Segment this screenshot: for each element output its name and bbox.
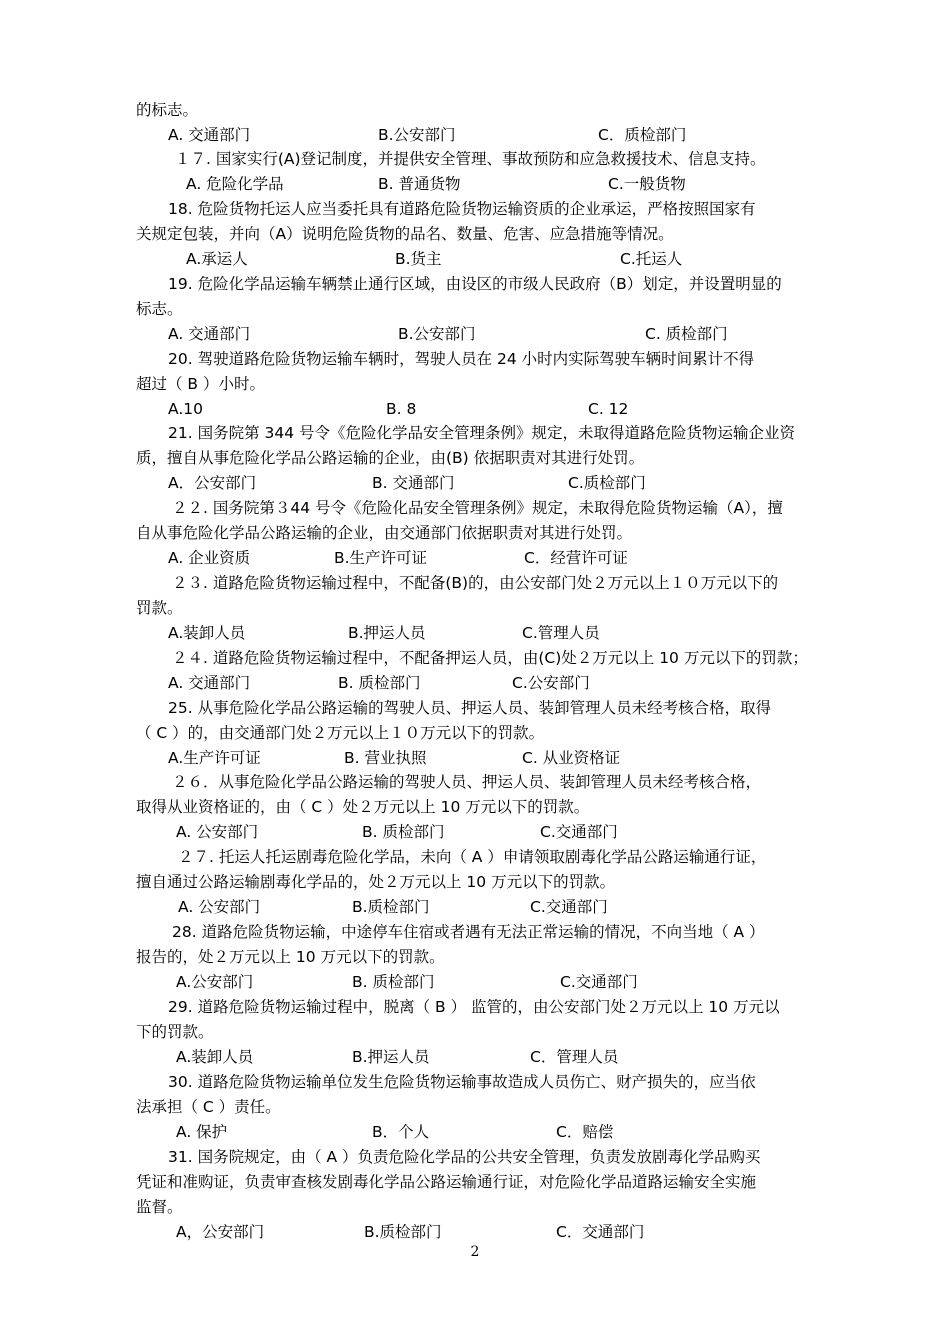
option-b: B.货主 xyxy=(395,250,442,268)
question-27: ２７. 托运人托运剧毒危险化学品，未向（ A ）申请领取剧毒化学品公路运输通行证， xyxy=(178,848,767,866)
question-18: 18. 危险货物托运人应当委托具有道路危险货物运输资质的企业承运，严格按照国家有 xyxy=(168,200,756,218)
question-26: ２６．从事危险化学品公路运输的驾驶人员、押运人员、装卸管理人员未经考核合格， xyxy=(172,773,762,791)
text-line: 下的罚款。 xyxy=(136,1023,214,1041)
option-c: C．交通部门 xyxy=(556,1223,645,1241)
question-22: ２２. 国务院第３44 号令《危险化品安全管理条例》规定，未取得危险货物运输（A），擅 xyxy=(172,499,783,517)
option-c: C. 从业资格证 xyxy=(522,749,621,767)
question-30: 30. 道路危险货物运输单位发生危险货物运输事故造成人员伤亡、财产损失的，应当依 xyxy=(168,1073,756,1091)
text-line: 监督。 xyxy=(136,1198,183,1216)
option-b: B.质检部门 xyxy=(364,1223,442,1241)
option-a: A.生产许可证 xyxy=(168,749,261,767)
text-line: 质，擅自从事危险化学品公路运输的企业，由(B) 依据职责对其进行处罚。 xyxy=(136,449,645,467)
option-c: C.一般货物 xyxy=(608,175,686,193)
option-a: A. 企业资质 xyxy=(168,549,251,567)
option-a: A.装卸人员 xyxy=(168,624,246,642)
text-line: 擅自通过公路运输剧毒化学品的，处２万元以上 10 万元以下的罚款。 xyxy=(136,873,616,891)
option-c: C.公安部门 xyxy=(512,674,590,692)
option-a: A．公安部门 xyxy=(168,474,257,492)
option-c: C.交通部门 xyxy=(560,973,638,991)
text-line: 罚款。 xyxy=(136,599,183,617)
option-c: C.质检部门 xyxy=(568,474,646,492)
text-line: 法承担（ C ）责任。 xyxy=(136,1098,281,1116)
option-a: A. 公安部门 xyxy=(176,823,259,841)
option-c: C．管理人员 xyxy=(530,1048,619,1066)
question-24: ２４. 道路危险货物运输过程中，不配备押运人员，由(C)处２万元以上 10 万元以下的罚款； xyxy=(172,649,808,667)
option-c: C.交通部门 xyxy=(530,898,608,916)
option-c: C．质检部门 xyxy=(598,126,687,144)
option-a: A. 交通部门 xyxy=(168,325,251,343)
text-line: 关规定包装，并向（A）说明危险货物的品名、数量、危害、应急措施等情况。 xyxy=(136,225,674,243)
option-a: A.装卸人员 xyxy=(176,1048,254,1066)
text-line: 的标志。 xyxy=(136,101,199,119)
question-21: 21. 国务院第 344 号令《危险化学品安全管理条例》规定，未取得道路危险货物运输企业资 xyxy=(168,424,796,442)
option-a: A.10 xyxy=(168,400,203,418)
option-b: B. 营业执照 xyxy=(344,749,427,767)
option-a: A. 交通部门 xyxy=(168,674,251,692)
option-b: B.押运人员 xyxy=(348,624,426,642)
option-c: C.管理人员 xyxy=(522,624,600,642)
option-b: B.押运人员 xyxy=(352,1048,430,1066)
page-number: 2 xyxy=(470,1244,480,1260)
option-b: B. 普通货物 xyxy=(378,175,461,193)
option-b: B. 8 xyxy=(386,400,417,418)
question-28: 28. 道路危险货物运输，中途停车住宿或者遇有无法正常运输的情况，不向当地（ A ） xyxy=(172,923,765,941)
option-a: A. 交通部门 xyxy=(168,126,251,144)
option-c: C. 12 xyxy=(588,400,629,418)
option-c: C.托运人 xyxy=(620,250,683,268)
option-b: B. 质检部门 xyxy=(362,823,445,841)
option-b: B. 质检部门 xyxy=(352,973,435,991)
option-b: B．个人 xyxy=(372,1123,430,1141)
option-b: B. 质检部门 xyxy=(338,674,421,692)
option-c: C.交通部门 xyxy=(540,823,618,841)
option-b: B. 交通部门 xyxy=(372,474,455,492)
option-b: B.生产许可证 xyxy=(334,549,428,567)
option-b: B.质检部门 xyxy=(352,898,430,916)
option-a: A. 保护 xyxy=(176,1123,228,1141)
option-a: A.承运人 xyxy=(186,250,248,268)
option-a: A.公安部门 xyxy=(176,973,254,991)
option-a: A. 公安部门 xyxy=(178,898,261,916)
text-line: 凭证和准购证，负责审查核发剧毒化学品公路运输通行证，对危险化学品道路运输安全实施 xyxy=(136,1173,757,1191)
option-c: C. 质检部门 xyxy=(645,325,728,343)
option-c: C．经营许可证 xyxy=(524,549,628,567)
option-b: B.公安部门 xyxy=(378,126,456,144)
option-a: A. 危险化学品 xyxy=(186,175,284,193)
question-17: １７. 国家实行(A)登记制度，并提供安全管理、事故预防和应急救援技术、信息支持。 xyxy=(175,150,766,168)
option-b: B.公安部门 xyxy=(398,325,476,343)
question-23: ２３. 道路危险货物运输过程中，不配备(B)的，由公安部门处２万元以上１０万元以下的 xyxy=(172,574,779,592)
question-19: 19. 危险化学品运输车辆禁止通行区域，由设区的市级人民政府（B）划定，并设置明显的 xyxy=(168,275,782,293)
option-a: A，公安部门 xyxy=(176,1223,265,1241)
option-c: C．赔偿 xyxy=(556,1123,614,1141)
text-line: 取得从业资格证的，由（ C ）处２万元以上 10 万元以下的罚款。 xyxy=(136,798,590,816)
text-line: 超过（ B ）小时。 xyxy=(136,375,265,393)
text-line: （ C ）的，由交通部门处２万元以上１０万元以下的罚款。 xyxy=(136,724,545,742)
question-31: 31. 国务院规定，由（ A ）负责危险化学品的公共安全管理，负责发放剧毒化学品购买 xyxy=(168,1148,761,1166)
text-line: 标志。 xyxy=(136,300,183,318)
question-25: 25. 从事危险化学品公路运输的驾驶人员、押运人员、装卸管理人员未经考核合格，取得 xyxy=(168,699,772,717)
text-line: 自从事危险化学品公路运输的企业，由交通部门依据职责对其进行处罚。 xyxy=(136,524,633,542)
question-29: 29. 道路危险货物运输过程中，脱离（ B ） 监管的，由公安部门处２万元以上 10 万元以 xyxy=(168,998,780,1016)
text-line: 报告的，处２万元以上 10 万元以下的罚款。 xyxy=(136,948,445,966)
question-20: 20. 驾驶道路危险货物运输车辆时，驾驶人员在 24 小时内实际驾驶车辆时间累计不得 xyxy=(168,350,755,368)
